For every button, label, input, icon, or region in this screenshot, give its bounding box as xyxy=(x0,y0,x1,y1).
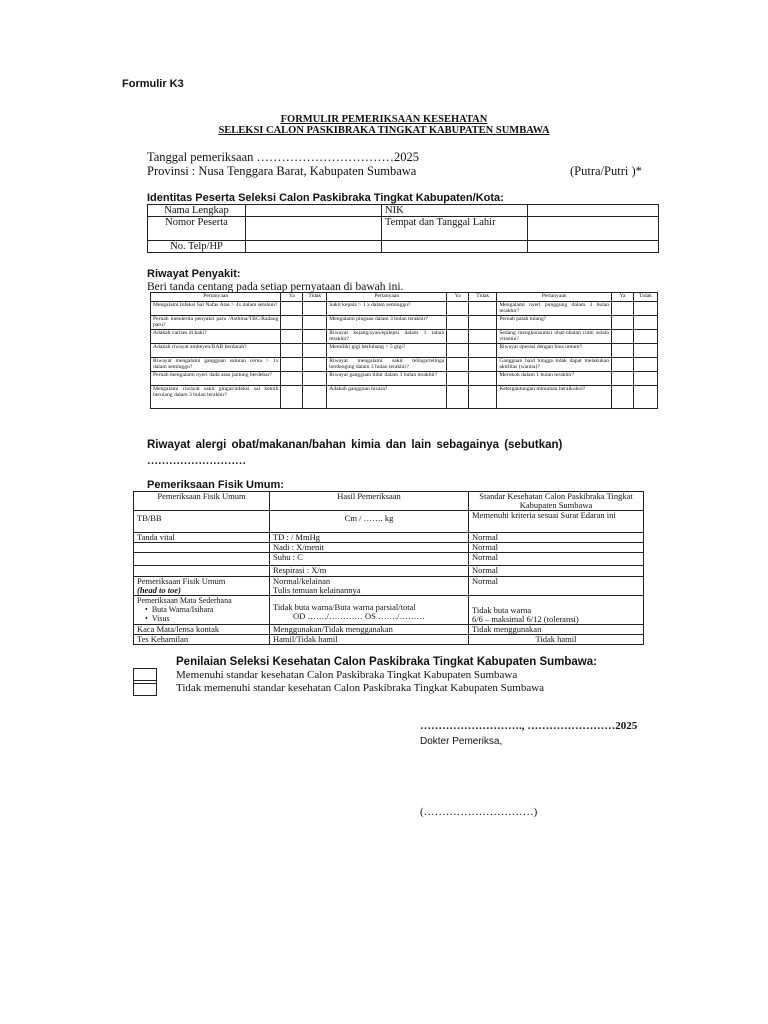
riwayat-table xyxy=(150,292,658,409)
telp-empty-2 xyxy=(528,241,659,253)
riwayat-tidak-checkbox[interactable] xyxy=(303,316,327,330)
riwayat-row xyxy=(151,372,658,386)
kacamata-label: Kaca Mata/lensa kontak xyxy=(134,625,270,635)
riwayat-row xyxy=(151,386,658,409)
riwayat-tidak-checkbox[interactable] xyxy=(633,344,657,358)
td-standard: Normal xyxy=(469,533,644,543)
riwayat-ya-checkbox[interactable] xyxy=(612,344,634,358)
riwayat-ya-checkbox[interactable] xyxy=(612,358,634,372)
riwayat-ya-checkbox[interactable] xyxy=(447,330,469,344)
riwayat-question: Ketergantungan minuman beralkohol? xyxy=(497,386,612,409)
col-tidak: Tidak xyxy=(469,293,497,302)
riwayat-tidak-checkbox[interactable] xyxy=(633,372,657,386)
signature-role: Dokter Pemeriksa, xyxy=(420,736,503,747)
riwayat-ya-checkbox[interactable] xyxy=(281,386,303,409)
riwayat-tidak-checkbox[interactable] xyxy=(303,386,327,409)
alergi-dots: ……………………… xyxy=(147,455,246,467)
form-code: Formulir K3 xyxy=(122,78,184,90)
td-value[interactable]: TD : / MmHg xyxy=(270,533,469,543)
riwayat-tidak-checkbox[interactable] xyxy=(469,344,497,358)
riwayat-tidak-checkbox[interactable] xyxy=(303,330,327,344)
riwayat-instruction: Beri tanda centang pada setiap pernyataan di bawah ini. xyxy=(147,281,404,293)
col-ya: Ya xyxy=(447,293,469,302)
mata-item-2: • Visus xyxy=(145,614,170,623)
exam-date-line: Tanggal pemeriksaan ……………………………2025 xyxy=(147,150,419,164)
telp-label: No. Telp/HP xyxy=(148,241,246,253)
mata-std-line2: 6/6 – maksimal 6/12 (toleransi) xyxy=(472,614,579,624)
form-title: FORMULIR PEMERIKSAAN KESEHATAN xyxy=(280,114,488,125)
nik-field[interactable] xyxy=(528,205,659,217)
gender-option: (Putra/Putri )* xyxy=(570,164,642,178)
riwayat-question: Sakit kepala > 1 x dalam seminggu? xyxy=(327,302,447,316)
riwayat-question: Mengalami riwayat sakit gingal/infeksi sal kemih berulang dalam 3 bulan terakhir? xyxy=(151,386,281,409)
riwayat-tidak-checkbox[interactable] xyxy=(469,358,497,372)
col-question: Pertanyaan xyxy=(151,293,281,302)
riwayat-tidak-checkbox[interactable] xyxy=(303,358,327,372)
riwayat-tidak-checkbox[interactable] xyxy=(633,316,657,330)
nik-label: NIK xyxy=(382,205,528,217)
riwayat-row xyxy=(151,316,658,330)
penilaian-heading: Penilaian Seleksi Kesehatan Calon Paskibraka Tingkat Kabupaten Sumbawa: xyxy=(176,656,597,668)
riwayat-question: Mengalami Infeksi Sal Nafas Atas > 4x dalam setahun? xyxy=(151,302,281,316)
mata-standard xyxy=(469,596,644,625)
col-tidak: Tidak xyxy=(633,293,657,302)
riwayat-question: Memiliki gigi berlubang > 5 gigi? xyxy=(327,344,447,358)
col-ya: Ya xyxy=(612,293,634,302)
riwayat-question: Riwayat mengalami gangguan saluran cerna > 1x dalam seminggu? xyxy=(151,358,281,372)
fisik-umum-cell xyxy=(134,577,270,596)
nadi-standard: Normal xyxy=(469,543,644,553)
hamil-result[interactable]: Hamil/Tidak hamil xyxy=(270,635,469,645)
visus-label: Visus xyxy=(151,614,170,623)
fisik-result-line1: Normal/kelainan xyxy=(273,576,331,586)
riwayat-question: Riwayat kejang/syan/epilepsi dalam 1 tahun terakhir? xyxy=(327,330,447,344)
nama-field[interactable] xyxy=(246,205,382,217)
riwayat-tidak-checkbox[interactable] xyxy=(469,316,497,330)
fisik-umum-result[interactable] xyxy=(270,577,469,596)
fisik-col1: Pemeriksaan Fisik Umum xyxy=(134,492,270,511)
riwayat-tidak-checkbox[interactable] xyxy=(633,302,657,316)
riwayat-row xyxy=(151,302,658,316)
hamil-label: Tes Kehamilan xyxy=(134,635,270,645)
mata-result[interactable] xyxy=(270,596,469,625)
mata-label: Pemeriksaan Mata Sederhana xyxy=(137,596,232,605)
riwayat-ya-checkbox[interactable] xyxy=(281,330,303,344)
col-ya: Ya xyxy=(281,293,303,302)
signature-date: ………………………., ……………………2025 xyxy=(420,720,638,732)
riwayat-question: Gangguan haid hingga tidak dapat melakukan aktifitas (wanita)? xyxy=(497,358,612,372)
nomor-field[interactable] xyxy=(246,217,382,241)
suhu-standard: Normal xyxy=(469,553,644,566)
fisik-col3: Standar Kesehatan Calon Paskibraka Tingkat Kabupaten Sumbawa xyxy=(469,492,644,511)
head-to-toe-label: (head to toe) xyxy=(137,585,181,595)
nadi-value[interactable]: Nadi : X/menit xyxy=(270,543,469,553)
ttl-field[interactable] xyxy=(528,217,659,241)
riwayat-question: Sedang mengkonsumsi obat-obatan rutin selain vitamin? xyxy=(497,330,612,344)
riwayat-tidak-checkbox[interactable] xyxy=(469,330,497,344)
fisik-result-line2: Tulis temuan kelainannya xyxy=(273,585,361,595)
memenuhi-label: Memenuhi standar kesehatan Calon Paskibraka Tingkat Kabupaten Sumbawa xyxy=(176,669,518,681)
riwayat-question: Adakah riwayat ambeyen/BAB berdarah? xyxy=(151,344,281,358)
riwayat-question: Pernah menderita penyakit paru /Asthma/TBC/Radang paru? xyxy=(151,316,281,330)
mata-result-line2: OD ……./………… OS ……./……… xyxy=(293,611,425,621)
riwayat-question: Mengalami pingsan dalam 3 bulan terakhir? xyxy=(327,316,447,330)
riwayat-ya-checkbox[interactable] xyxy=(281,316,303,330)
riwayat-question: Riwayat gangguan tidur dalam 3 bulan terakhir? xyxy=(327,372,447,386)
riwayat-ya-checkbox[interactable] xyxy=(281,344,303,358)
province-line: Provinsi : Nusa Tenggara Barat, Kabupaten Sumbawa xyxy=(147,164,417,178)
col-tidak: Tidak xyxy=(303,293,327,302)
riwayat-tidak-checkbox[interactable] xyxy=(633,358,657,372)
riwayat-ya-checkbox[interactable] xyxy=(281,302,303,316)
respirasi-empty xyxy=(134,566,270,577)
riwayat-question: Mengalami nyeri punggung dalam 3 bulan terakhir? xyxy=(497,302,612,316)
riwayat-question: Pernah patah tulang? xyxy=(497,316,612,330)
riwayat-question: Adakah gangguan bicara? xyxy=(327,386,447,409)
identity-heading: Identitas Peserta Seleksi Calon Paskibraka Tingkat Kabupaten/Kota: xyxy=(147,192,504,204)
riwayat-ya-checkbox[interactable] xyxy=(447,316,469,330)
riwayat-question: Merokok dalam 1 bulan terakhir? xyxy=(497,372,612,386)
ttl-label: Tempat dan Tanggal Lahir xyxy=(382,217,528,241)
tidak-memenuhi-label: Tidak memenuhi standar kesehatan Calon Paskibraka Tingkat Kabupaten Sumbawa xyxy=(176,682,545,694)
telp-field[interactable] xyxy=(246,241,382,253)
signature-name: (…………………………) xyxy=(420,806,538,818)
riwayat-row xyxy=(151,344,658,358)
riwayat-row xyxy=(151,358,658,372)
riwayat-ya-checkbox[interactable] xyxy=(612,386,634,409)
riwayat-ya-checkbox[interactable] xyxy=(281,358,303,372)
respirasi-value[interactable]: Respirasi : X/m xyxy=(270,566,469,577)
suhu-value[interactable]: Suhu : C xyxy=(270,553,469,566)
riwayat-ya-checkbox[interactable] xyxy=(447,386,469,409)
riwayat-ya-checkbox[interactable] xyxy=(612,302,634,316)
riwayat-ya-checkbox[interactable] xyxy=(447,302,469,316)
riwayat-ya-checkbox[interactable] xyxy=(612,372,634,386)
riwayat-tidak-checkbox[interactable] xyxy=(303,372,327,386)
kacamata-standard: Tidak menggunakan xyxy=(469,625,644,635)
riwayat-ya-checkbox[interactable] xyxy=(447,372,469,386)
riwayat-tidak-checkbox[interactable] xyxy=(633,386,657,409)
fisik-col2: Hasil Pemeriksaan xyxy=(270,492,469,511)
fisik-heading: Pemeriksaan Fisik Umum: xyxy=(147,479,284,491)
riwayat-ya-checkbox[interactable] xyxy=(447,358,469,372)
nomor-label: Nomor Peserta xyxy=(148,217,246,241)
riwayat-tidak-checkbox[interactable] xyxy=(303,344,327,358)
alergi-line: Riwayat alergi obat/makanan/bahan kimia dan lain sebagainya (sebutkan) xyxy=(147,439,563,451)
tbbb-label: TB/BB xyxy=(134,511,270,533)
fisik-table xyxy=(133,491,644,645)
riwayat-ya-checkbox[interactable] xyxy=(612,316,634,330)
nadi-empty xyxy=(134,543,270,553)
riwayat-heading: Riwayat Penyakit: xyxy=(147,268,241,280)
fisik-umum-standard: Normal xyxy=(469,577,644,596)
tidak-memenuhi-checkbox[interactable] xyxy=(133,680,157,696)
identity-table xyxy=(147,204,659,253)
telp-empty-1 xyxy=(382,241,528,253)
hamil-standard: Tidak hamil xyxy=(469,635,644,645)
buta-warna-label: Buta Warna/Isihara xyxy=(151,605,214,614)
riwayat-tidak-checkbox[interactable] xyxy=(633,330,657,344)
form-subtitle: SELEKSI CALON PASKIBRAKA TINGKAT KABUPATEN SUMBAWA xyxy=(218,125,550,136)
riwayat-tidak-checkbox[interactable] xyxy=(469,372,497,386)
col-question: Pertanyaan xyxy=(497,293,612,302)
riwayat-ya-checkbox[interactable] xyxy=(447,344,469,358)
riwayat-row xyxy=(151,330,658,344)
riwayat-ya-checkbox[interactable] xyxy=(612,330,634,344)
riwayat-tidak-checkbox[interactable] xyxy=(303,302,327,316)
tbbb-value[interactable]: Cm / ……. kg xyxy=(270,511,469,533)
nama-label: Nama Lengkap xyxy=(148,205,246,217)
fisik-umum-label: Pemeriksaan Fisik Umum xyxy=(137,576,226,586)
riwayat-tidak-checkbox[interactable] xyxy=(469,386,497,409)
respirasi-standard: Normal xyxy=(469,566,644,577)
suhu-empty xyxy=(134,553,270,566)
kacamata-result[interactable]: Menggunakan/Tidak mengganakan xyxy=(270,625,469,635)
riwayat-question: Riwayat operasi dengan bius umum? xyxy=(497,344,612,358)
mata-item-1: • Buta Warna/Isihara xyxy=(145,605,214,614)
tbbb-standard: Memenuhi kriteria sesuai Surat Edaran ini xyxy=(469,511,644,533)
riwayat-question: Pernah mengalami nyeri dada atau jantung berdebar? xyxy=(151,372,281,386)
mata-cell xyxy=(134,596,270,625)
riwayat-ya-checkbox[interactable] xyxy=(281,372,303,386)
riwayat-question: Adakah varises di kaki? xyxy=(151,330,281,344)
mata-result-line1: Tidak buta warna/Buta warna parsial/total xyxy=(273,602,416,612)
col-question: Pertanyaan xyxy=(327,293,447,302)
mata-std-line1: Tidak buta warna xyxy=(472,605,532,615)
riwayat-tidak-checkbox[interactable] xyxy=(469,302,497,316)
tanda-vital-label: Tanda vital xyxy=(134,533,270,543)
riwayat-question: Riwayat mengalami sakit telinga/telinga berdenging dalam 3 bulan terakhir? xyxy=(327,358,447,372)
